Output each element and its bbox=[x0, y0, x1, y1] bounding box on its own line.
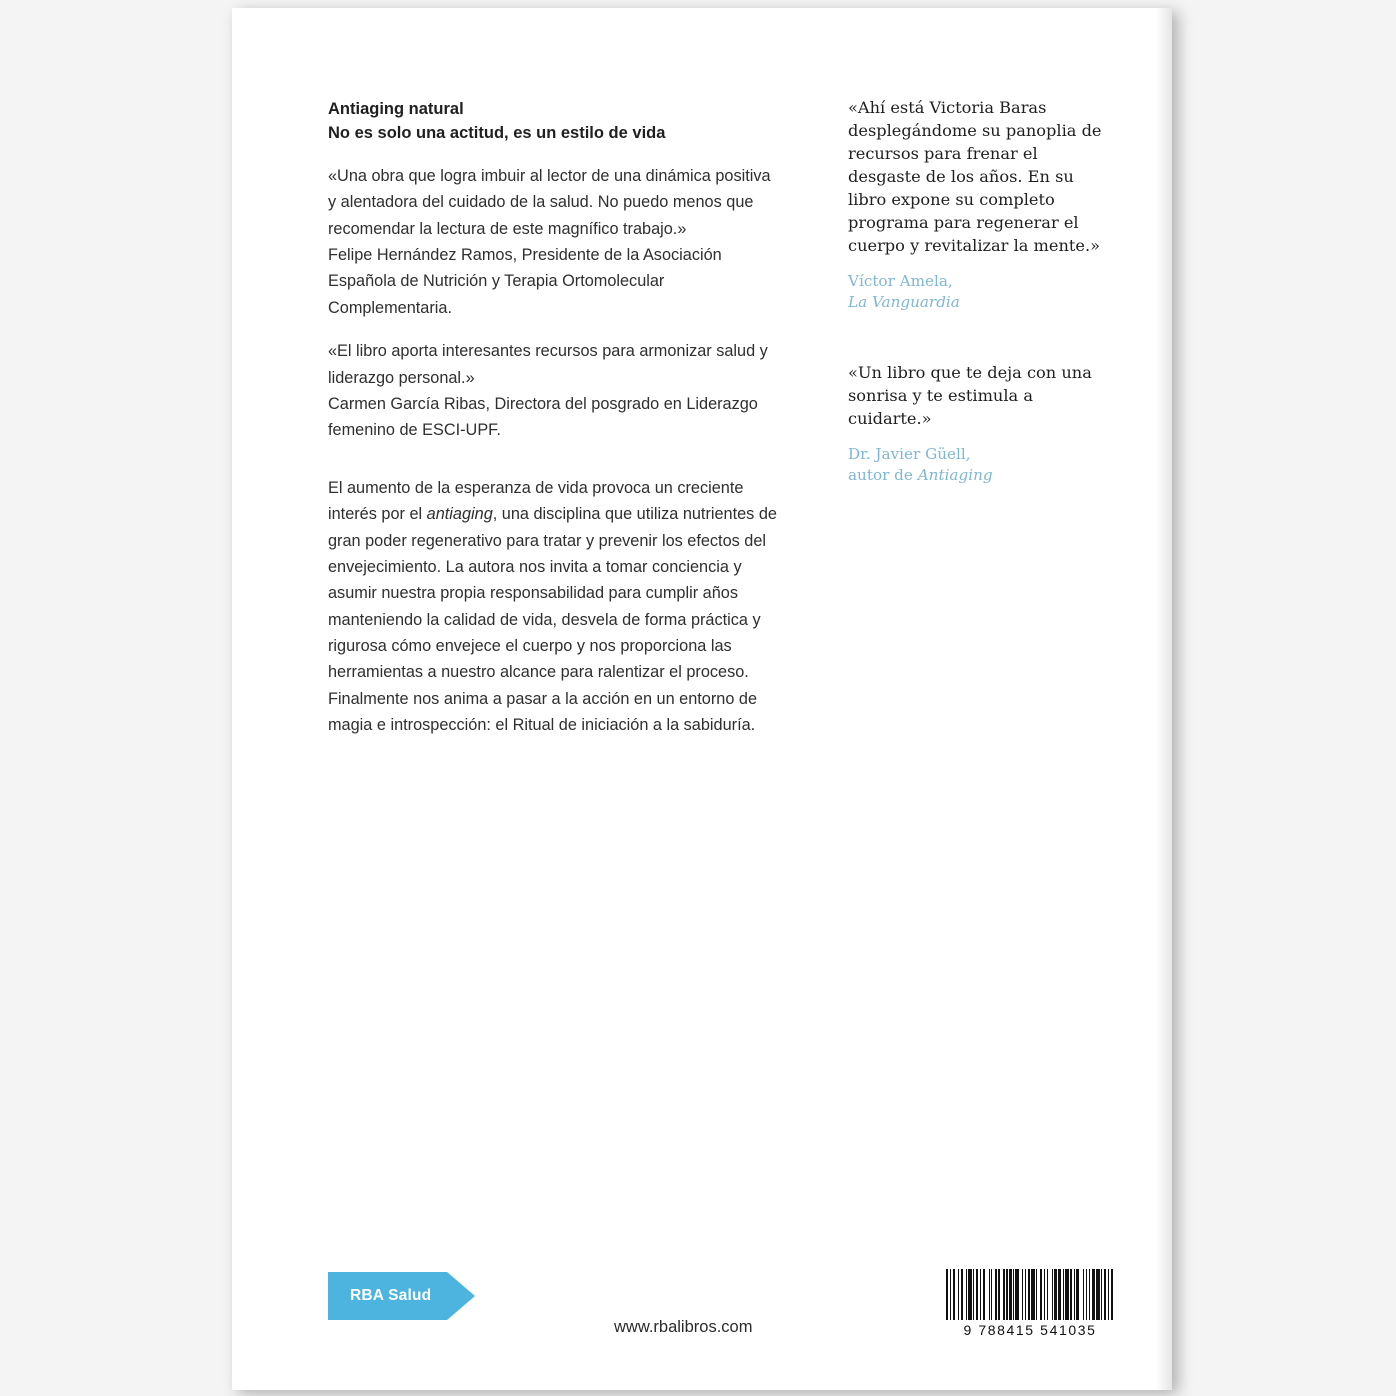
synopsis-part-2: , una disciplina que utiliza nutrientes de gran poder regenerativo para tratar y prevenir los efectos del envejecimiento. La autora nos invita a tomar conciencia y asumir nuestra propia responsabilidad para cumplir años manteniendo la calidad de vida, desvela de forma práctica y rigurosa cómo envejece el cuerpo y nos proporciona las herramientas a nuestro alcance para ralentizar el proceso. Finalmente nos anima a pasar a la acción en un entorno de magia e introspección: el Ritual de iniciación a la sabiduría. bbox=[328, 505, 777, 735]
press-quote-1-author: Víctor Amela, bbox=[848, 272, 953, 290]
barcode-isbn-number: 9 788415 541035 bbox=[963, 1322, 1097, 1338]
blurb-2-source: Carmen García Ribas, Directora del posgrado en Liderazgo femenino de ESCI-UPF. bbox=[328, 394, 758, 440]
blurb-1-text: «Una obra que logra imbuir al lector de una dinámica positiva y alentadora del cuidado de la salud. No puedo menos que recomendar la lectura de este magnífico trabajo.» bbox=[328, 166, 771, 238]
imprint-badge-arrow-icon bbox=[447, 1272, 475, 1320]
press-quote-1-text: «Ahí está Victoria Baras desplegándome su panoplia de recursos para frenar el desgaste de los años. En su libro expone su completo programa para regenerar el cuerpo y revitalizar la mente.» bbox=[848, 98, 1102, 255]
barcode-bars bbox=[942, 1266, 1118, 1320]
blurb-2-text: «El libro aporta interesantes recursos para armonizar salud y liderazgo personal.» bbox=[328, 342, 768, 387]
press-quote-2-text: «Un libro que te deja con una sonrisa y te estimula a cuidarte.» bbox=[848, 362, 1092, 428]
press-quote-2-media: Antiaging bbox=[917, 465, 993, 484]
book-title-line-1: Antiaging natural bbox=[328, 100, 464, 118]
press-quote-2-attribution bbox=[848, 444, 1108, 486]
synopsis-paragraph bbox=[328, 475, 778, 739]
press-quote-1-attribution bbox=[848, 271, 1108, 313]
press-quote-1-media: La Vanguardia bbox=[848, 292, 960, 311]
book-title-line-2: No es solo una actitud, es un estilo de vida bbox=[328, 123, 666, 142]
paragraph-spacer bbox=[328, 461, 778, 475]
left-text-column bbox=[328, 98, 778, 739]
press-quote-2-media-prefix: autor de bbox=[848, 465, 918, 484]
blurb-2 bbox=[328, 338, 778, 444]
book-back-cover bbox=[232, 8, 1172, 1390]
press-quote-2-author: Dr. Javier Güell, bbox=[848, 444, 971, 463]
press-quote-1 bbox=[848, 96, 1108, 313]
right-quotes-column bbox=[848, 96, 1108, 486]
blurb-1 bbox=[328, 163, 778, 321]
press-quote-2-media-line bbox=[848, 465, 1108, 486]
press-quote-2 bbox=[848, 361, 1108, 486]
synopsis-italic-term: antiaging bbox=[426, 505, 493, 524]
barcode bbox=[942, 1266, 1118, 1338]
publisher-website: www.rbalibros.com bbox=[614, 1318, 753, 1336]
cover-footer bbox=[328, 1266, 1118, 1346]
imprint-badge-label: RBA Salud bbox=[328, 1272, 447, 1320]
blurb-1-source: Felipe Hernández Ramos, Presidente de la Asociación Española de Nutrición y Terapia Ortomolecular Complementaria. bbox=[328, 246, 722, 317]
spine-shadow bbox=[1156, 8, 1172, 1390]
synopsis-part-1: El aumento de la esperanza de vida provoca un creciente interés por el bbox=[328, 478, 744, 524]
book-title-block bbox=[328, 98, 778, 146]
imprint-badge bbox=[328, 1272, 475, 1320]
